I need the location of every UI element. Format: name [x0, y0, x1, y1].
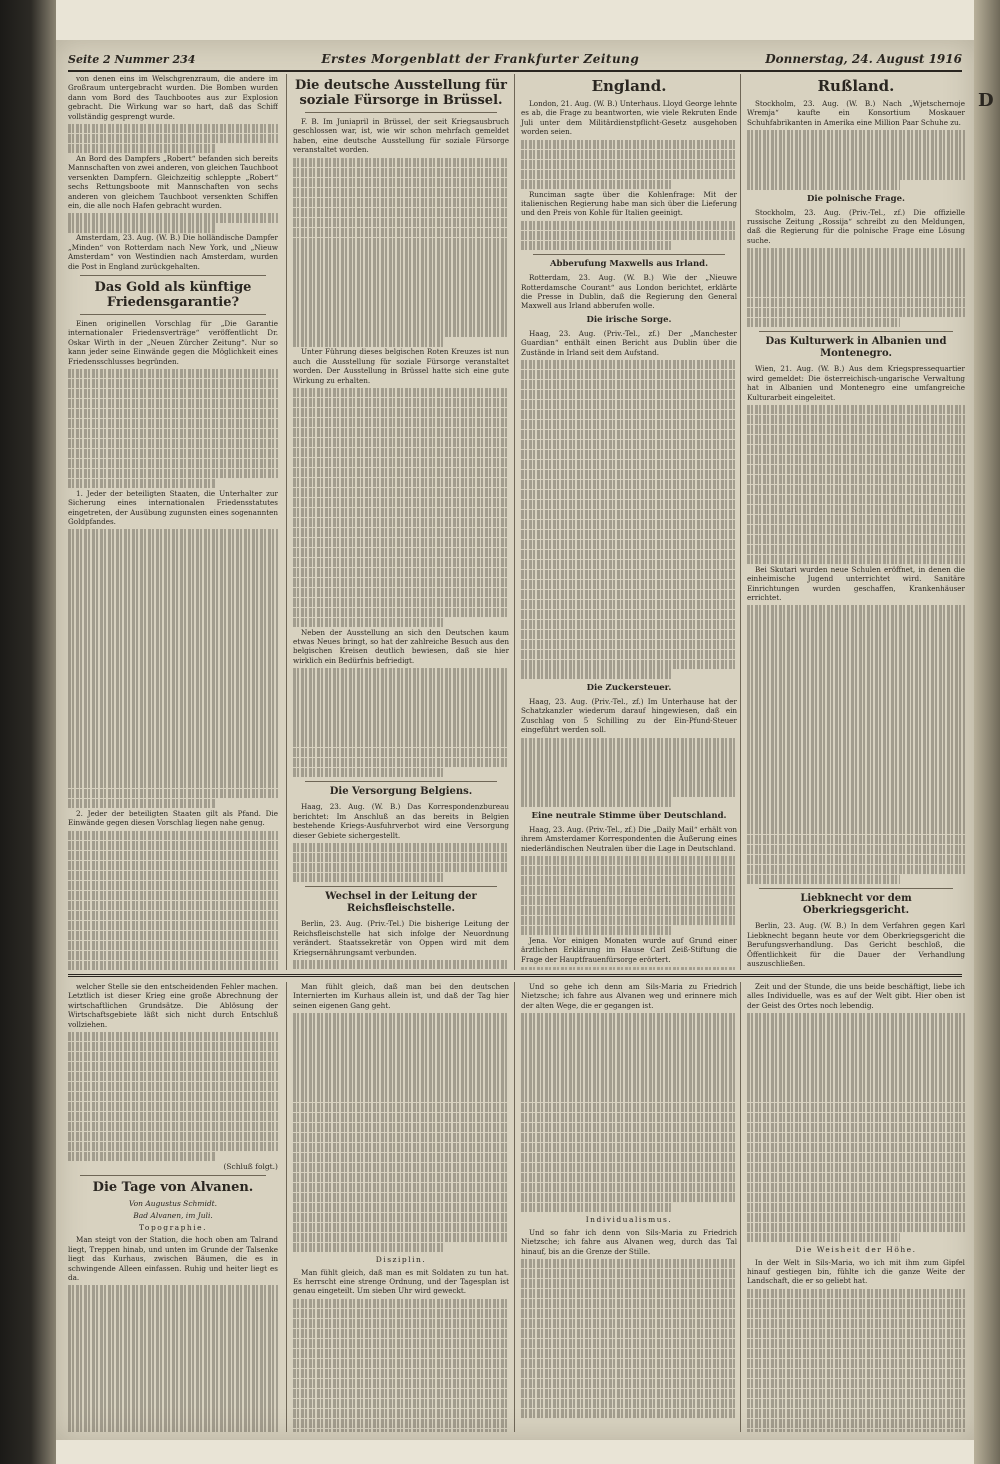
author-byline: Von Augustus Schmidt.: [128, 1199, 218, 1209]
article-text: London, 21. Aug. (W. B.) Unterhaus. Lloyd George lehnte es ab, die Frage zu beantworten, wie viele Rekruten Ende Juli unter dem Militärdienstpflicht-Gesetz ausgehoben worden seien.: [521, 99, 737, 137]
newspaper-title: Erstes Morgenblatt der Frankfurter Zeitung: [321, 52, 640, 66]
article-text: von denen eins im Welschgrenzraum, die andere im Großraum untergebracht wurden. Die Bomben wurden dann vom Bord des Tauchbootes aus zur Explosion gebracht. Die Wirkung war so hart, daß das Schiff vollständig gesprengt wurde.: [68, 74, 278, 121]
feuilleton-section: [68, 982, 965, 1432]
subhead-individualism: Individualismus.: [585, 1215, 673, 1225]
masthead: [68, 48, 962, 72]
headline-polish-question: Die polnische Frage.: [807, 193, 905, 204]
article-text: Stockholm, 23. Aug. (W. B.) Nach „Wjetschernoje Wremja“ kaufte ein Konsortium Moskauer Schuhfabrikanten in Amerika eine Million Paar Schuhe zu.: [747, 99, 965, 127]
article-text: Haag, 23. Aug. (Priv.-Tel., zf.) Die „Daily Mail“ erhält von ihrem Amsterdamer Korrespondenten die Äußerung eines niederländischen Neutralen über die Lage in Deutschland.: [521, 824, 737, 853]
issue-date: Donnerstag, 24. August 1916: [765, 52, 962, 66]
subhead-discipline: Disziplin.: [375, 1255, 427, 1265]
headline-albania: Das Kulturwerk in Albanien und Montenegro.: [765, 336, 947, 360]
feuilleton-column-1: [68, 982, 278, 1432]
headline-england: England.: [591, 77, 667, 95]
headline-meat-office: Wechsel in der Leitung der Reichsfleischstelle.: [325, 891, 477, 915]
article-text: 2. Jeder der beteiligten Staaten gilt als Pfand. Die Einwände gegen diesen Vorschlag liegen nahe genug.: [68, 809, 278, 828]
column-1: [68, 74, 278, 970]
article-text: Haag, 23. Aug. (Priv.-Tel., zf.) Der „Manchester Guardian“ enthält einen Bericht aus Dublin über die Zustände in Irland seit dem Aufstand.: [521, 328, 737, 357]
next-page-fragment: D: [978, 90, 994, 111]
article-text: Runciman sagte über die Kohlenfrage: Mit der italienischen Regierung habe man sich über die Lieferung und den Preis von Kohle für Italien geeinigt.: [521, 189, 737, 218]
article-text: welcher Stelle sie den entscheidenden Fehler machen. Letztlich ist dieser Krieg eine große Abrechnung der wirtschaftlichen Grundsätze. Die Ablösung der Wirtschaftsgebiete läßt sich nicht durch Entschluß vollziehen.: [68, 982, 278, 1029]
next-page-edge: [974, 0, 1000, 1464]
headline-irish: Die irische Sorge.: [586, 314, 672, 325]
headline-belgium: Die Versorgung Belgiens.: [329, 786, 473, 798]
article-text: Bei Skutari wurden neue Schulen eröffnet, in denen die einheimische Jugend unterrichtet wird. Sanitäre Einrichtungen wurden geschaffen, Krankenhäuser errichtet.: [747, 564, 965, 603]
feuilleton-divider: [68, 974, 962, 980]
headline-sugar-tax: Die Zuckersteuer.: [586, 682, 672, 693]
article-text: Neben der Ausstellung an sich den Deutschen kaum etwas Neues bringt, so hat der zahlreiche Besuch aus den belgischen Kreisen deutlich bewiesen, daß sie hier wirklich ein Bedürfnis befriedigt.: [293, 627, 509, 665]
newspaper-page: [56, 40, 974, 1440]
article-text: Rotterdam, 23. Aug. (W. B.) Wie der „Nieuwe Rotterdamsche Courant“ aus London berichtet, erklärte die Presse in Dublin, daß die Regierung den General Maxwell aus Irland abberufen wolle.: [521, 273, 737, 311]
article-text: Einen originellen Vorschlag für „Die Garantie internationaler Friedensverträge“ veröffentlicht Dr. Oskar Wirth in der „Neuen Zürcher Zeitung“. Nur so kann jeder seine Einwände gegen die Möglichkeit eines Friedensschlusses begründen.: [68, 319, 278, 366]
article-text: In der Welt in Sils-Maria, wo ich mit ihm zum Gipfel hinauf gestiegen bin, fühlte ich die ganze Weite der Landschaft, die er so geliebt hat.: [747, 1257, 965, 1286]
headline-alvanen: Die Tage von Alvanen.: [92, 1180, 254, 1196]
headline-maxwell: Abberufung Maxwells aus Irland.: [549, 259, 709, 270]
article-text: Amsterdam, 23. Aug. (W. B.) Die holländische Dampfer „Minden“ von Rotterdam nach New York, und „Nieuw Amsterdam“ von Westindien nach Amsterdam, wurden die Post in England zurückgehalten.: [68, 233, 278, 271]
article-text: Man steigt von der Station, die hoch oben am Talrand liegt, Treppen hinab, und unten im Grunde der Talsenke liegt das Kurhaus, zwischen Bäumen, die es in schwingende Alleen einfassen. Ruhig und heiter liegt es da.: [68, 1235, 278, 1283]
book-spine: [0, 0, 56, 1464]
subhead-topography: Topographie.: [139, 1223, 207, 1233]
article-text: 1. Jeder der beteiligten Staaten, die Unterhalter zur Sicherung eines internationalen Friedensstatutes eingetreten, der Ausübung zugunsten eines sogenannten Goldpfandes.: [68, 488, 278, 527]
feuilleton-column-3: [514, 982, 737, 1432]
column-4: [740, 74, 965, 970]
article-text: Jena. Vor einigen Monaten wurde auf Grund einer ärztlichen Erklärung im Hause Carl Zeiß-Stiftung die Frage der Hauptfrauenfürsorge erörtert.: [521, 935, 737, 964]
column-3: [514, 74, 737, 970]
article-text: Wien, 21. Aug. (W. B.) Aus dem Kriegspressequartier wird gemeldet: Die österreichisch-ungarische Verwaltung hat in Albanien und Montenegro eine umfangreiche Kulturarbeit eingeleitet.: [747, 364, 965, 402]
article-text: Man fühlt gleich, daß man es mit Soldaten zu tun hat. Es herrscht eine strenge Ordnung, und der Tagesplan ist genau eingeteilt. Um sieben Uhr wird geweckt.: [293, 1267, 509, 1296]
page-number: Seite 2 Nummer 234: [68, 52, 196, 66]
dateline: Bad Alvanen, im Juli.: [133, 1210, 213, 1220]
headline-exhibition: Die deutsche Ausstellung für soziale Fürsorge in Brüssel.: [294, 78, 508, 108]
feuilleton-column-2: [286, 982, 509, 1432]
article-text: Man fühlt gleich, daß man bei den deutschen Internierten im Kurhaus allein ist, und daß der Tag hier seinen eigenen Gang geht.: [293, 982, 509, 1010]
subhead-wisdom: Die Weisheit der Höhe.: [795, 1245, 917, 1255]
article-text: Berlin, 23. Aug. (Priv.-Tel.) Die bisherige Leitung der Reichsfleischstelle hat sich infolge der Neuordnung verändert. Staatssekretär von Oppen wird mit dem Kriegsernährungsamt verbunden.: [293, 919, 509, 957]
headline-gold: Das Gold als künftige Friedensgarantie?: [94, 280, 252, 311]
article-text: Berlin, 23. Aug. (W. B.) In dem Verfahren gegen Karl Liebknecht begann heute vor dem Oberkriegsgericht die Berufungsverhandlung. Das Gericht beschloß, die Öffentlichkeit für die Dauer der Verhandlung auszuschließen.: [747, 921, 965, 969]
headline-neutral-voice: Eine neutrale Stimme über Deutschland.: [531, 810, 727, 821]
article-text: Haag, 23. Aug. (W. B.) Das Korrespondenzbureau berichtet: Im Anschluß an das bereits in Belgien bestehende Kriegs-Ausfuhrverbot wird eine Versorgung dieser Gebiete sichergestellt.: [293, 802, 509, 840]
to-be-continued: (Schluß folgt.): [223, 1161, 278, 1171]
article-text: Zeit und der Stunde, die uns beide beschäftigt, liebe ich alles Individuelle, was es auf der Welt gibt. Hier oben ist der Geist des Ortes noch lebendig.: [747, 982, 965, 1010]
article-text: An Bord des Dampfers „Robert“ befanden sich bereits Mannschaften von zwei anderen, von gleichen Tauchboot versenkten Dampfern. Gleichzeitig schleppte „Robert“ sechs Rettungsboote mit Mannschaften von sechs anderen von gleichem Tauchboot versenkten Schiffen ein, die alle noch Hafen gebracht wurden.: [68, 153, 278, 211]
article-text: Stockholm, 23. Aug. (Priv.-Tel., zf.) Die offizielle russische Zeitung „Rossija“ schreibt zu den Meldungen, daß die Regierung für die polnische Frage eine Lösung suche.: [747, 207, 965, 245]
article-text: Unter Führung dieses belgischen Roten Kreuzes ist nun auch die Ausstellung für soziale Fürsorge veranstaltet worden. Der Ausstellung in Brüssel hatte sich eine gute Wirkung zu erhalten.: [293, 347, 509, 385]
headline-liebknecht: Liebknecht vor dem Oberkriegsgericht.: [800, 893, 912, 917]
article-text: Und so fahr ich denn von Sils-Maria zu Friedrich Nietzsche; ich fahre aus Alvanen weg, durch das Tal hinauf, bis an die Grenze der Stille.: [521, 1227, 737, 1256]
feuilleton-column-4: [740, 982, 965, 1432]
column-2: [286, 74, 509, 970]
article-text: Haag, 23. Aug. (Priv.-Tel., zf.) Im Unterhause hat der Schatzkanzler wiederum darauf hingewiesen, daß ein Zuschlag von 5 Schilling zu der Ein-Pfund-Steuer eingeführt werden soll.: [521, 696, 737, 735]
article-text: F. B. Im Juniapril in Brüssel, der seit Kriegsausbruch geschlossen war, ist, wie wir schon mehrfach gemeldet haben, eine deutsche Ausstellung für soziale Fürsorge veranstaltet worden.: [293, 117, 509, 155]
headline-russia: Rußland.: [817, 77, 895, 95]
news-section: [68, 74, 965, 970]
article-text: Und so gehe ich denn am Sils-Maria zu Friedrich Nietzsche; ich fahre aus Alvanen weg und erinnere mich der alten Wege, die er gegangen ist.: [521, 982, 737, 1010]
